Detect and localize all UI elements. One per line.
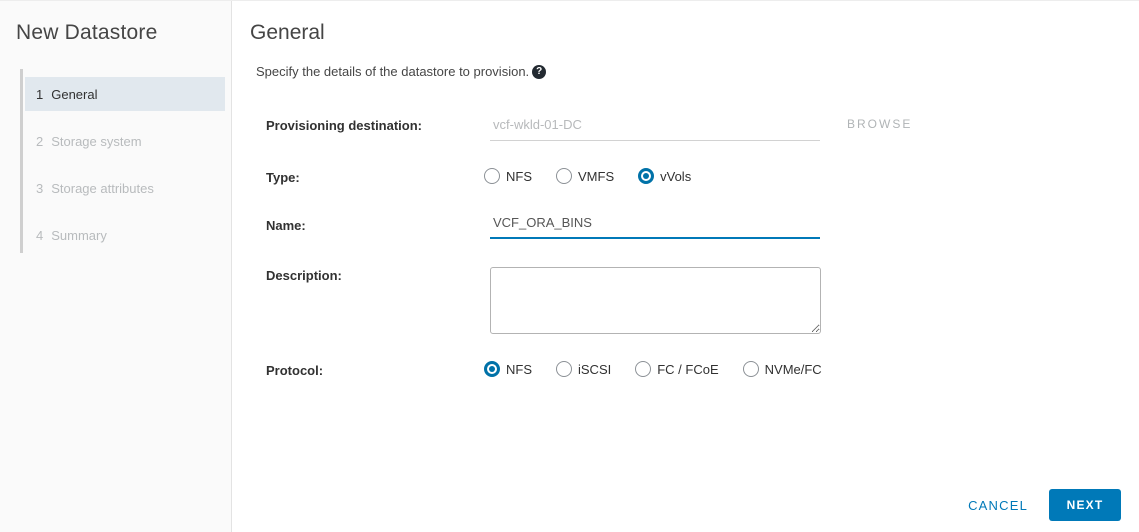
step-summary[interactable] (25, 218, 225, 252)
radio-icon (743, 361, 759, 377)
radio-label: VMFS (578, 168, 615, 184)
protocol-radio-nvme-fc[interactable] (743, 361, 822, 377)
cancel-button[interactable]: CANCEL (968, 497, 1028, 513)
step-label: Storage attributes (51, 180, 154, 196)
radio-selected-icon (484, 361, 500, 377)
wizard-title: New Datastore (16, 21, 158, 44)
type-radio-group (484, 168, 691, 184)
type-label: Type: (266, 170, 300, 185)
protocol-radio-nfs[interactable] (484, 361, 532, 377)
radio-label: iSCSI (578, 361, 612, 377)
step-number: 2 (36, 133, 44, 149)
steps-list (25, 77, 225, 265)
protocol-label: Protocol: (266, 363, 324, 378)
help-icon[interactable]: ? (532, 65, 546, 79)
provisioning-destination-input[interactable] (490, 113, 820, 141)
name-input[interactable] (490, 211, 820, 239)
protocol-radio-iscsi[interactable] (556, 361, 611, 377)
step-number: 3 (36, 180, 44, 196)
radio-label: FC / FCoE (657, 361, 719, 377)
radio-label: NFS (506, 361, 532, 377)
protocol-radio-fc-fcoe[interactable] (635, 361, 718, 377)
provisioning-destination-label: Provisioning destination: (266, 118, 423, 133)
type-radio-vvols[interactable] (638, 168, 691, 184)
next-button[interactable]: NEXT (1049, 489, 1121, 521)
step-label: Storage system (51, 133, 142, 149)
browse-button[interactable]: BROWSE (847, 117, 913, 131)
radio-icon (556, 168, 572, 184)
type-radio-vmfs[interactable] (556, 168, 614, 184)
wizard-footer (968, 489, 1121, 521)
radio-label: vVols (660, 168, 692, 184)
radio-icon (635, 361, 651, 377)
step-storage-system[interactable] (25, 124, 225, 158)
step-general[interactable] (25, 77, 225, 111)
type-radio-nfs[interactable] (484, 168, 532, 184)
step-storage-attributes[interactable] (25, 171, 225, 205)
subtitle-text: Specify the details of the datastore to provision. (256, 64, 530, 79)
step-number: 4 (36, 227, 44, 243)
description-label: Description: (266, 268, 342, 283)
wizard-sidebar (0, 1, 232, 532)
step-label: Summary (51, 227, 107, 243)
step-label: General (51, 86, 98, 102)
step-number: 1 (36, 86, 44, 102)
radio-label: NFS (506, 168, 532, 184)
description-textarea[interactable] (490, 267, 821, 334)
radio-label: NVMe/FC (764, 361, 822, 377)
page-subtitle (256, 64, 546, 79)
radio-icon (556, 361, 572, 377)
radio-selected-icon (638, 168, 654, 184)
radio-icon (484, 168, 500, 184)
name-label: Name: (266, 218, 306, 233)
protocol-radio-group (484, 361, 822, 377)
page-title: General (250, 21, 325, 44)
steps-progress-bar (20, 69, 23, 253)
